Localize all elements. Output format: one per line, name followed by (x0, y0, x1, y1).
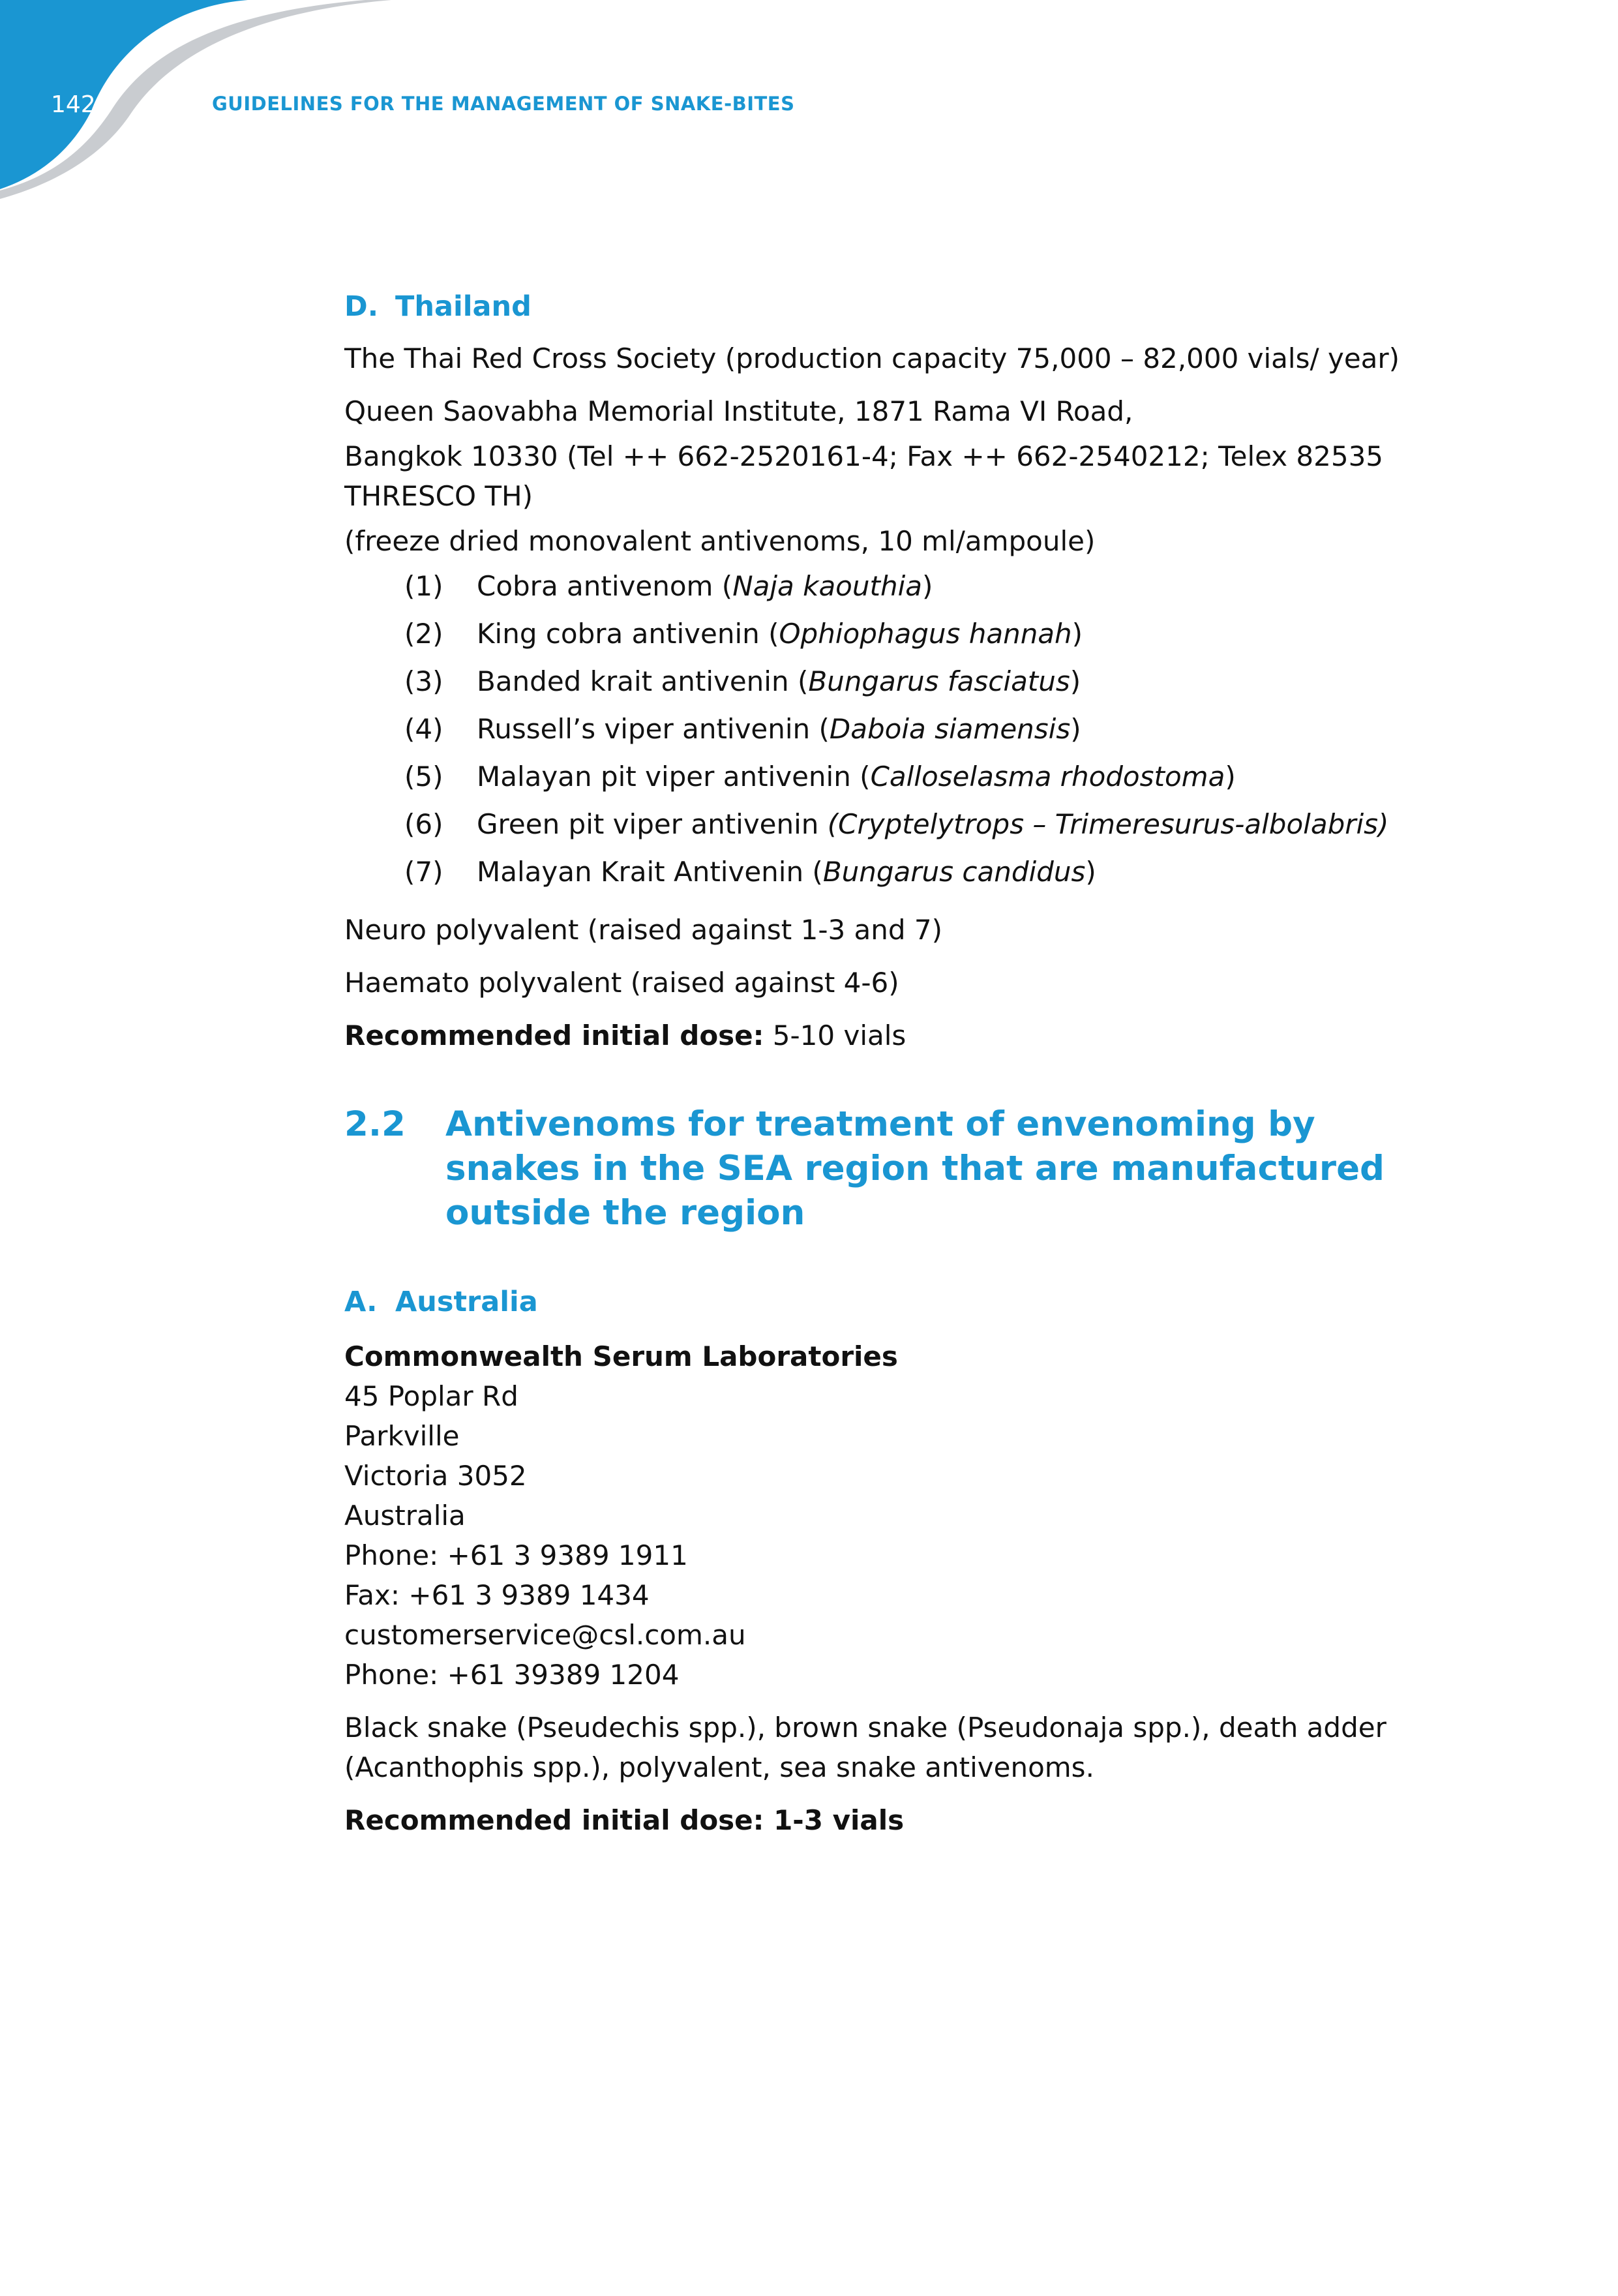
page-content (344, 287, 1401, 1853)
haemato-polyvalent: Haemato polyvalent (raised against 4-6) (344, 967, 899, 999)
list-item (404, 852, 1401, 892)
address-line: Queen Saovabha Memorial Institute, 1871 Rama VI Road, (344, 395, 1133, 427)
list-number: (5) (404, 761, 443, 793)
antivenom-name: Russell’s viper antivenin ( (477, 713, 830, 745)
antivenom-name: Banded krait antivenin ( (477, 665, 809, 697)
antivenom-name: Malayan Krait Antivenin ( (477, 856, 823, 888)
address-line: Parkville (344, 1420, 460, 1452)
address-block (344, 1337, 1401, 1695)
list-item (404, 614, 1401, 654)
neuro-polyvalent: Neuro polyvalent (raised against 1-3 and 7) (344, 914, 943, 946)
section-title: Antivenoms for treatment of envenoming by snakes in the SEA region that are manufactured outside the region (445, 1104, 1385, 1233)
species-name: Daboia siamensis (829, 713, 1071, 745)
heading-letter: D. (344, 290, 379, 323)
species-name: Naja kaouthia (732, 570, 922, 602)
list-item (404, 661, 1401, 701)
list-item (404, 566, 1401, 606)
products-text: Black snake (Pseudechis spp.), brown snake (Pseudonaja spp.), death adder (Acanthophis spp.), polyvalent, sea snake antivenoms. (344, 1712, 1386, 1783)
list-item (404, 804, 1401, 844)
heading-letter: A. (344, 1286, 378, 1318)
email-line: customerservice@csl.com.au (344, 1619, 746, 1651)
list-number: (7) (404, 856, 443, 888)
list-item (404, 709, 1401, 749)
paren-close: ) (921, 570, 933, 602)
list-number: (6) (404, 808, 443, 840)
paren-close: ) (1070, 665, 1081, 697)
organisation-name: Commonwealth Serum Laboratories (344, 1340, 898, 1372)
address-line: Australia (344, 1500, 466, 1532)
paren-close: ) (1071, 618, 1083, 650)
antivenom-name: Malayan pit viper antivenin ( (477, 761, 871, 793)
dose-label: Recommended initial dose: (344, 1020, 764, 1051)
species-name: Calloselasma rhodostoma (870, 761, 1225, 793)
heading-title: Thailand (395, 290, 532, 323)
producer-text: The Thai Red Cross Society (production capacity 75,000 – 82,000 vials/ year) (344, 342, 1400, 374)
paren-close: ) (1085, 856, 1096, 888)
section-number: 2.2 (344, 1104, 406, 1144)
list-number: (4) (404, 713, 443, 745)
address-line: Bangkok 10330 (Tel ++ 662-2520161-4; Fax ++ 662-2540212; Telex 82535 THRESCO TH) (344, 440, 1384, 512)
heading-thailand (344, 287, 1401, 327)
address-line: Victoria 3052 (344, 1460, 527, 1492)
recommended-dose: Recommended initial dose: 1-3 vials (344, 1804, 905, 1836)
page-number: 142 (51, 91, 96, 118)
running-header: GUIDELINES FOR THE MANAGEMENT OF SNAKE-BITES (212, 93, 795, 115)
heading-australia (344, 1282, 1401, 1322)
species-name: Ophiophagus hannah (779, 618, 1072, 650)
antivenom-description: (freeze dried monovalent antivenoms, 10 ml/ampoule) (344, 525, 1096, 557)
species-name: (Cryptelytrops – Trimeresurus-albolabris) (827, 808, 1389, 840)
paren-close: ) (1070, 713, 1081, 745)
antivenom-name: King cobra antivenin ( (477, 618, 779, 650)
fax-line: Fax: +61 3 9389 1434 (344, 1579, 650, 1611)
address-line: 45 Poplar Rd (344, 1380, 518, 1412)
paren-close: ) (1225, 761, 1236, 793)
antivenom-list (404, 566, 1401, 892)
species-name: Bungarus candidus (822, 856, 1086, 888)
list-item (404, 757, 1401, 796)
heading-title: Australia (395, 1286, 538, 1318)
list-number: (3) (404, 665, 443, 697)
antivenom-name: Cobra antivenom ( (477, 570, 733, 602)
dose-value: 5-10 vials (764, 1020, 906, 1051)
phone-line: Phone: +61 3 9389 1911 (344, 1539, 688, 1571)
list-number: (2) (404, 618, 443, 650)
list-number: (1) (404, 570, 443, 602)
recommended-dose (344, 1016, 1401, 1055)
species-name: Bungarus fasciatus (808, 665, 1070, 697)
section-heading (344, 1102, 1401, 1235)
antivenom-name: Green pit viper antivenin (477, 808, 828, 840)
phone-line: Phone: +61 39389 1204 (344, 1659, 680, 1691)
